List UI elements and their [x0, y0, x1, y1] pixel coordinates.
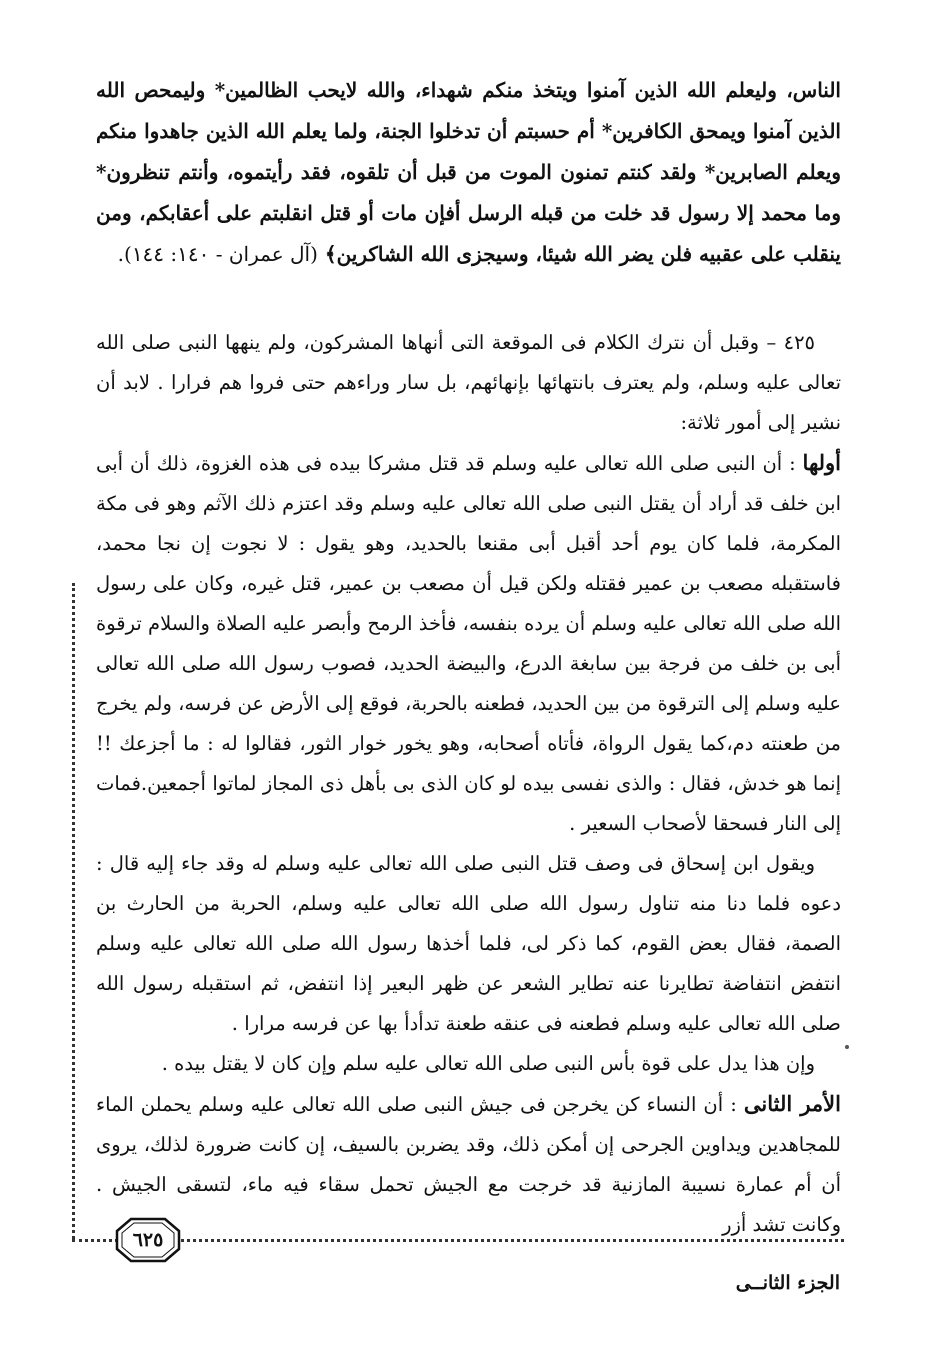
- paragraph-first-point: [96, 443, 841, 844]
- decorative-border-left: [72, 583, 75, 1239]
- page-number-badge: [115, 1217, 181, 1263]
- body-text: [96, 323, 841, 1245]
- second-point-text: : أن النساء كن يخرجن فى جيش النبى صلى الله تعالى عليه وسلم يحملن الماء للمجاهدين ويداوين الجرحى إن أمكن ذلك، وقد يضربن بالسيف، إن كانت ضرورة لذلك، يروى أن أم عمارة نسيبة المازنية قد خرجت مع الجيش تحمل سقاء فيه ماء، لتسقى الجيش . وكانت تشد أزر: [96, 1093, 841, 1236]
- decorative-border-bottom: [72, 1239, 844, 1242]
- volume-label: الجزء الثانــى: [735, 1272, 840, 1294]
- quran-verses: الناس، وليعلم الله الذين آمنوا ويتخذ منكم شهداء، والله لايحب الظالمين* وليمحص الله الذين آمنوا ويمحق الكافرين* أم حسبتم أن تدخلوا الجنة، ولما يعلم الله الذين جاهدوا منكم ويعلم الصابرين* ولقد كنتم تمنون الموت من قبل أن تلقوه، فقد رأيتموه، وأنتم تنظرون* وما محمد إلا رسول قد خلت من قبله الرسل أفإن مات أو قتل انقلبتم على أعقابكم، ومن ينقلب على عقبيه فلن يضر الله شيئا، وسيجزى الله الشاكرين﴾: [96, 78, 841, 266]
- first-point-heading: أولها: [802, 450, 841, 475]
- page-number: ٦٢٥: [132, 1229, 164, 1251]
- quran-reference: (آل عمران - ١٤٠: ١٤٤).: [117, 242, 318, 266]
- courage-text: وإن هذا يدل على قوة بأس النبى صلى الله تعالى عليه سلم وإن كان لا يقتل بيده .: [161, 1052, 815, 1075]
- paragraph-courage: [96, 1044, 841, 1084]
- paragraph-number: ٤٢٥ –: [766, 331, 816, 354]
- ibn-ishaq-text: ويقول ابن إسحاق فى وصف قتل النبى صلى الله تعالى عليه وسلم له وقد جاء إليه قال : دعوه فلما دنا منه تناول رسول الله صلى الله تعالى عليه وسلم، الحربة من الحارث بن الصمة، فقال بعض القوم، كما ذكر لى، فلما أخذها رسول الله صلى الله تعالى عليه وسلم انتفض انتفاضة تطايرنا عنه تطاير الشعر عن ظهر البعير إذا انتفض، ثم استقبله رسول الله صلى الله تعالى عليه وسلم فطعنه فى عنقه طعنة تدأدأ بها عن فرسه مرارا .: [96, 852, 841, 1035]
- print-speck: [845, 1045, 849, 1049]
- paragraph-425: [96, 323, 841, 443]
- first-point-text: : أن النبى صلى الله تعالى عليه وسلم قد قتل مشركا بيده فى هذه الغزوة، ذلك أن أبى ابن خلف قد أراد أن يقتل النبى صلى الله تعالى عليه وسلم وقد اعتزم ذلك الآثم وهو فى مكة المكرمة، فلما كان يوم أحد أقبل أبى مقنعا بالحديد، وهو يقول : لا نجوت إن نجا محمد، فاستقبله مصعب بن عمير فقتله ولكن قيل أن مصعب بن عمير، قتل غيره، وكان على رسول الله صلى الله تعالى عليه وسلم أن يرده بنفسه، فأخذ الرمح وأبصر عليه الصلاة والسلام ترقوة أبى بن خلف من فرجة بين سابغة الدرع، والبيضة الحديد، فصوب رسول الله صلى الله تعالى عليه وسلم إلى الترقوة من بين الحديد، فطعنه بالحربة، فوقع إلى الأرض عن فرسه، ولم يخرج من طعنته دم،كما يقول الرواة، فأتاه أصحابه، وهو يخور خوار الثور، فقالوا له : ما أجزعك !! إنما هو خدش، فقال : والذى نفسى بيده لو كان الذى بى بأهل ذى المجاز لماتوا أجمعين.فمات إلى النار فسحقا لأصحاب السعير .: [96, 452, 841, 835]
- paragraph-ibn-ishaq: [96, 844, 841, 1044]
- second-point-heading: الأمر الثانى: [743, 1091, 841, 1116]
- paragraph-425-text: وقبل أن نترك الكلام فى الموقعة التى أنهاها المشركون، ولم ينهها النبى صلى الله تعالى عليه وسلم، ولم يعترف بانتهائها بإنهائهم، بل سار وراءهم حتى فروا هم فرارا . لابد أن نشير إلى أمور ثلاثة:: [96, 331, 841, 434]
- paragraph-second-point: [96, 1084, 841, 1245]
- quran-passage: [96, 70, 841, 275]
